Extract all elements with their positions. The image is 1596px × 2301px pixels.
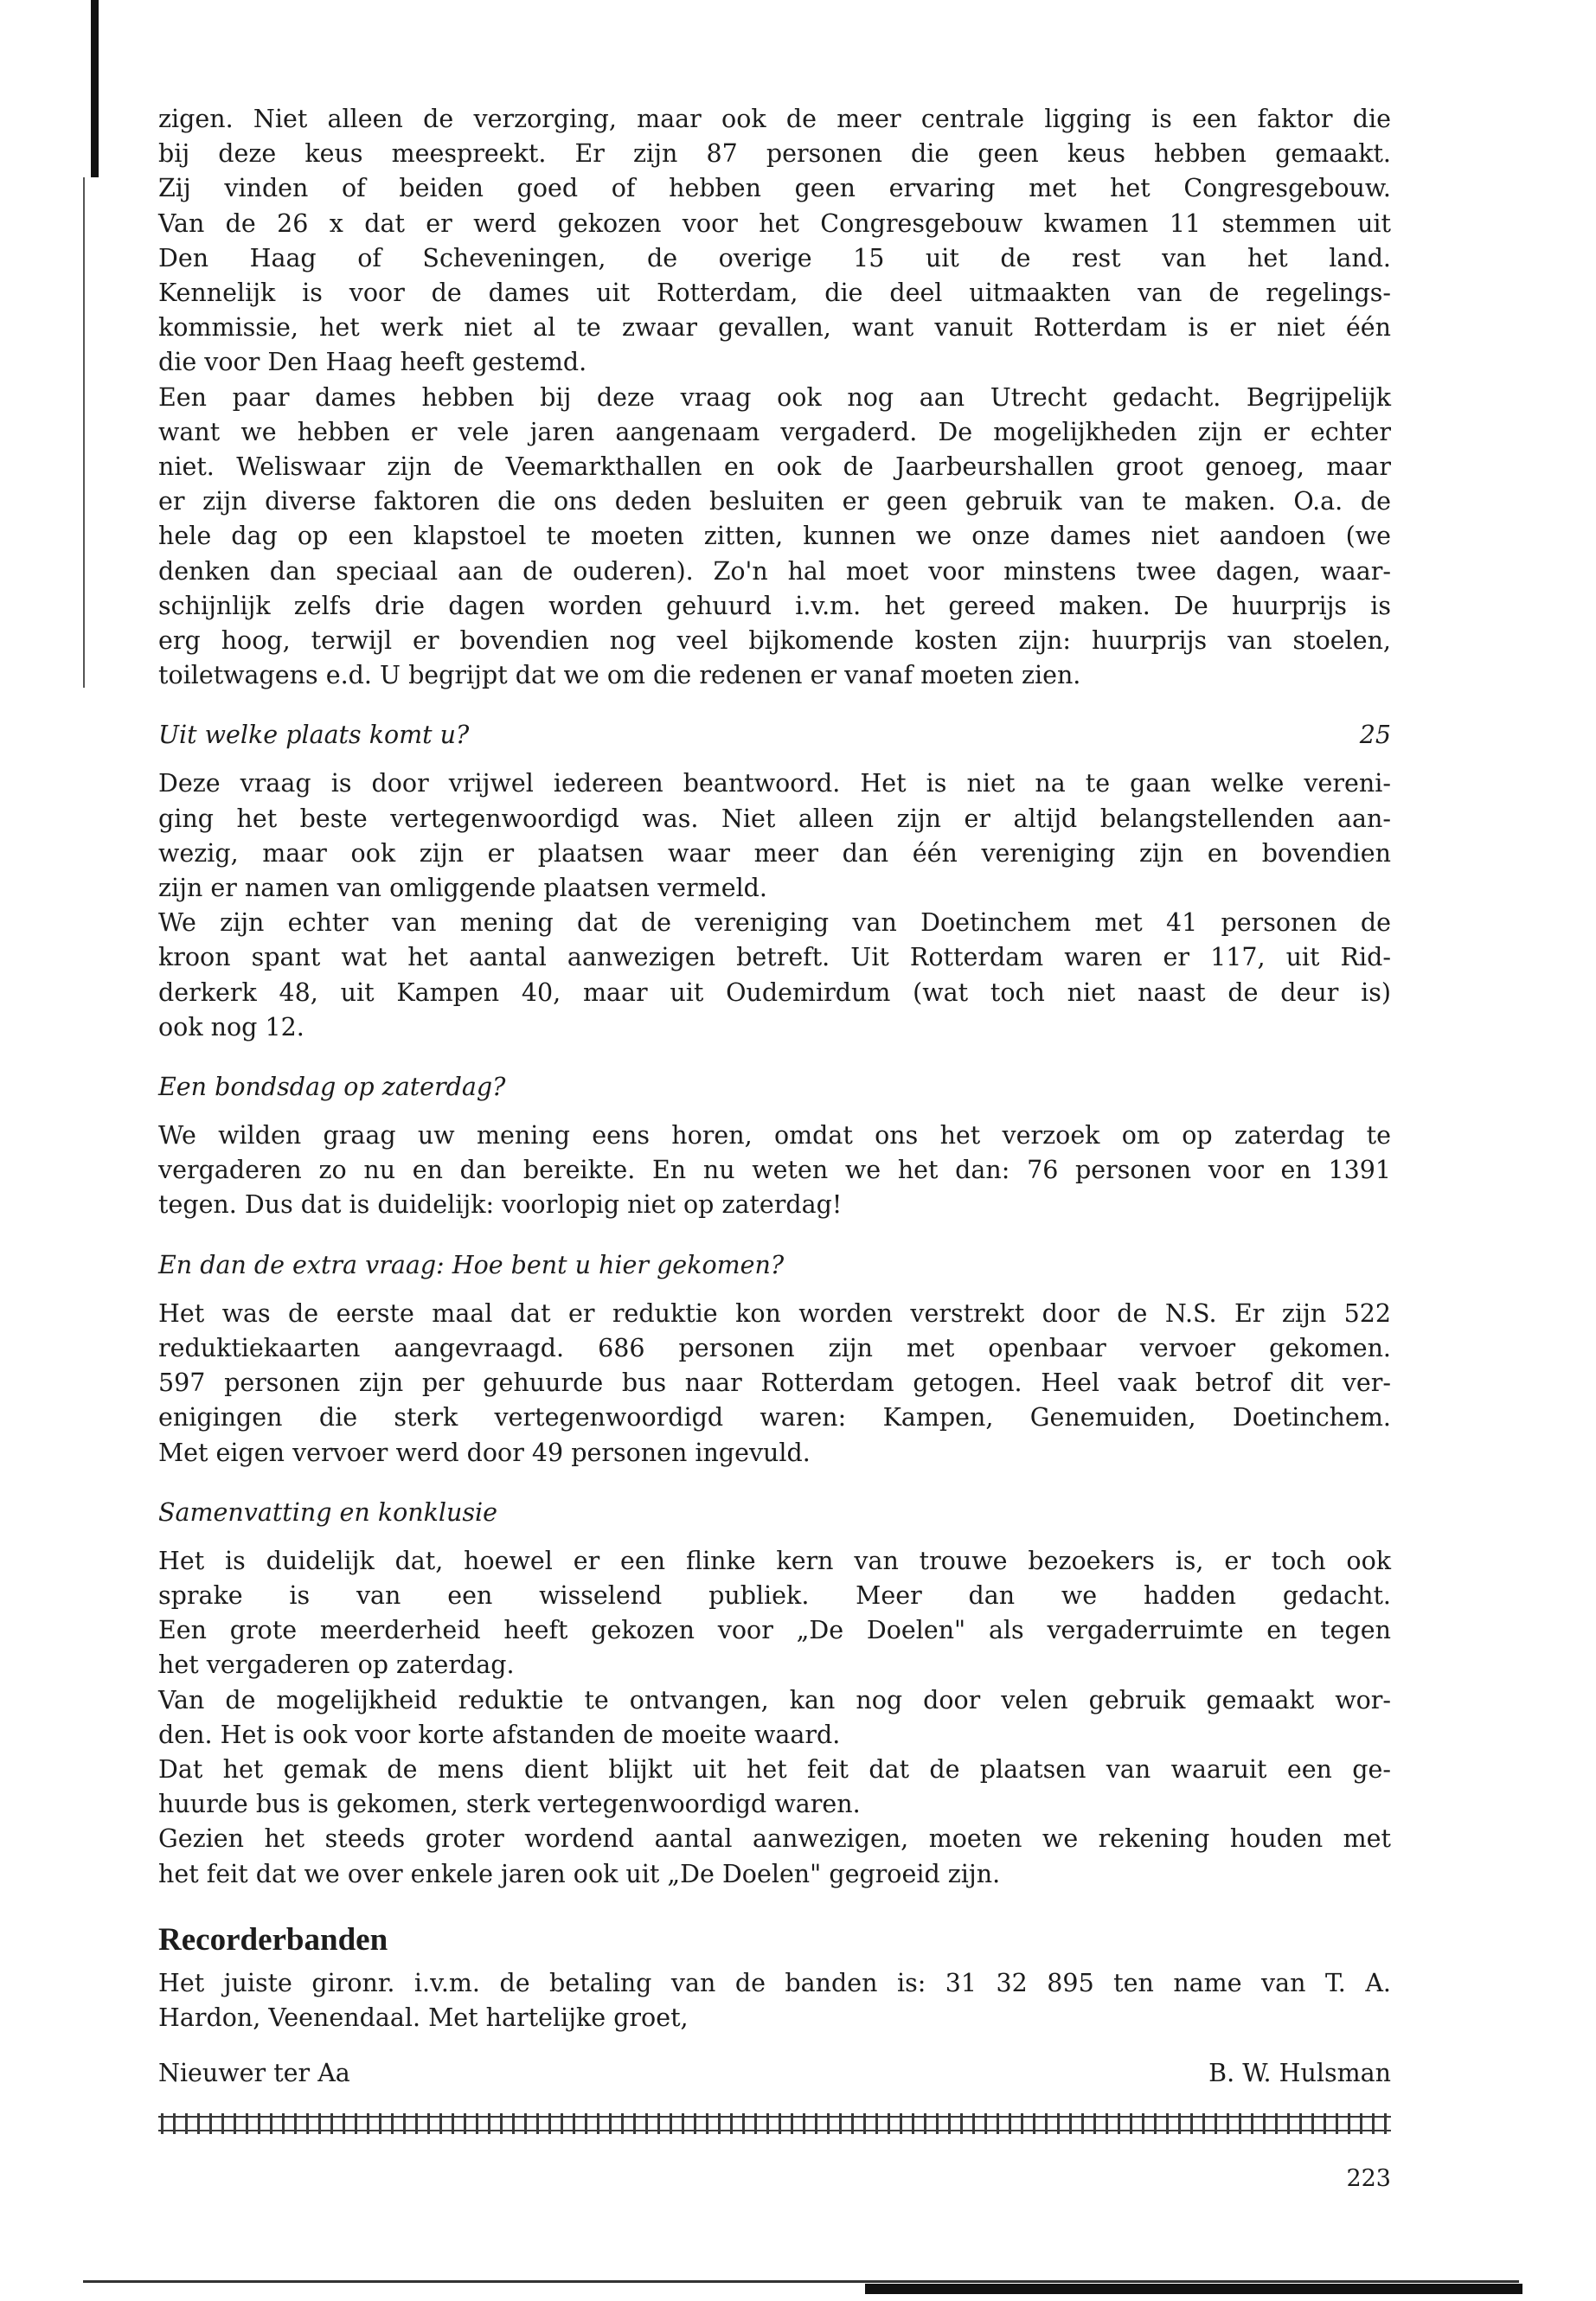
recorder-line: Het juiste gironr. i.v.m. de betaling van de banden is: 31 32 895 ten name van T. A. [158,1968,1391,1997]
text-line: vergaderen zo nu en dan bereikte. En nu weten we het dan: 76 personen voor en 1391 [158,1156,1391,1185]
text-line: Een grote meerderheid heeft gekozen voor „De Doelen" als vergaderruimte en tegen [158,1616,1391,1645]
scan-bottom-bar [865,2284,1522,2294]
text-line: We zijn echter van mening dat de vereniging van Doetinchem met 41 personen de [158,908,1391,938]
text-line: bij deze keus meespreekt. Er zijn 87 personen die geen keus hebben gemaakt. [158,139,1391,169]
section-heading-row [158,1248,1391,1283]
text-line: Van de mogelijkheid reduktie te ontvangen, kan nog door velen gebruik gemaakt wor- [158,1685,1391,1715]
text-line: 597 personen zijn per gehuurde bus naar Rotterdam getogen. Heel vaak betrof dit ver- [158,1368,1391,1398]
section-paragraph [158,766,1391,1045]
ornamental-border [158,2113,1391,2134]
article-section [158,1496,1391,1892]
scan-edge-bar [91,0,99,177]
section-heading: Samenvatting en konklusie [158,1497,497,1527]
text-line: Het is duidelijk dat, hoewel er een flinke kern van trouwe bezoekers is, er toch ook [158,1546,1391,1575]
recorder-section [158,1921,1391,2091]
page-number: 223 [1346,2165,1391,2193]
article-section [158,1248,1391,1471]
text-line: Zij vinden of beiden goed of hebben geen ervaring met het Congresgebouw. [158,174,1391,203]
text-line: erg hoog, terwijl er bovendien nog veel bijkomende kosten zijn: huurprijs van stoelen, [158,626,1391,656]
recorder-paragraph [158,1966,1391,2035]
text-line: reduktiekaarten aangevraagd. 686 personen zijn met openbaar vervoer gekomen. [158,1333,1391,1362]
text-line: die voor Den Haag heeft gestemd. [158,348,587,377]
text-line: niet. Weliswaar zijn de Veemarkthallen en ook de Jaarbeurshallen groot genoeg, maar [158,452,1391,482]
text-line: sprake is van een wisselend publiek. Meer dan we hadden gedacht. [158,1580,1391,1610]
text-line: het feit dat we over enkele jaren ook uit „De Doelen" gegroeid zijn. [158,1859,1001,1888]
text-line: want we hebben er vele jaren aangenaam vergaderd. De mogelijkheden zijn er echter [158,417,1391,446]
section-heading-row [158,1070,1391,1105]
scan-edge-line [83,177,85,688]
section-paragraph [158,1118,1391,1223]
section-heading: Uit welke plaats komt u? [158,721,470,750]
section-heading: Een bondsdag op zaterdag? [158,1073,506,1102]
text-line: toiletwagens e.d. U begrijpt dat we om die redenen er vanaf moeten zien. [158,661,1081,690]
text-line: Den Haag of Scheveningen, de overige 15 uit de rest van het land. [158,243,1391,272]
page-content [158,102,1391,2195]
signature-place: Nieuwer ter Aa [158,2059,350,2088]
text-line: den. Het is ook voor korte afstanden de moeite waard. [158,1720,841,1749]
recorder-line: Hardon, Veenendaal. Met hartelijke groet, [158,2003,689,2032]
text-line: het vergaderen op zaterdag. [158,1650,515,1680]
text-line: Met eigen vervoer werd door 49 personen ingevuld. [158,1438,811,1467]
text-line: er zijn diverse faktoren die ons deden besluiten er geen gebruik van te maken. O.a. de [158,487,1391,516]
text-line: kroon spant wat het aantal aanwezigen betreft. Uit Rotterdam waren er 117, uit Rid- [158,943,1391,972]
scan-bottom-line [83,2280,1519,2283]
signature-row [158,2056,1391,2091]
section-count: 25 [1359,721,1391,750]
text-line: huurde bus is gekomen, sterk vertegenwoordigd waren. [158,1790,861,1819]
text-line: Kennelijk is voor de dames uit Rotterdam, die deel uitmaakten van de regelings- [158,279,1391,308]
section-paragraph [158,1544,1391,1892]
text-line: zigen. Niet alleen de verzorging, maar ook de meer centrale ligging is een faktor die [158,105,1391,133]
text-line: We wilden graag uw mening eens horen, omdat ons het verzoek om op zaterdag te [158,1121,1391,1150]
text-line: hele dag op een klapstoel te moeten zitten, kunnen we onze dames niet aandoen (we [158,522,1391,551]
text-line: ook nog 12. [158,1012,304,1042]
section-heading-row [158,1496,1391,1530]
text-line: denken dan speciaal aan de ouderen). Zo'n hal moet voor minstens twee dagen, waar- [158,556,1391,586]
recorder-heading: Recorderbanden [158,1921,388,1958]
text-line: schijnlijk zelfs drie dagen worden gehuurd i.v.m. het gereed maken. De huurprijs is [158,591,1391,620]
intro-paragraph [158,102,1391,693]
text-line: Het was de eerste maal dat er reduktie kon worden verstrekt door de N.S. Er zijn 522 [158,1298,1391,1328]
text-line: derkerk 48, uit Kampen 40, maar uit Oudemirdum (wat toch niet naast de deur is) [158,977,1391,1007]
article-section [158,718,1391,1045]
text-line: kommissie, het werk niet al te zwaar gevallen, want vanuit Rotterdam is er niet één [158,313,1391,343]
section-paragraph [158,1297,1391,1471]
text-line: Van de 26 x dat er werd gekozen voor het Congresgebouw kwamen 11 stemmen uit [158,208,1391,238]
text-line: Een paar dames hebben bij deze vraag ook nog aan Utrecht gedacht. Begrijpelijk [158,382,1391,412]
text-line: wezig, maar ook zijn er plaatsen waar meer dan één vereniging zijn en bovendien [158,838,1391,868]
section-heading: En dan de extra vraag: Hoe bent u hier gekomen? [158,1250,785,1279]
article-section [158,1070,1391,1223]
text-line: ging het beste vertegenwoordigd was. Niet alleen zijn er altijd belangstellenden aan- [158,804,1391,833]
signature-author: B. W. Hulsman [1208,2059,1391,2088]
text-line: tegen. Dus dat is duidelijk: voorlopig niet op zaterdag! [158,1190,843,1220]
text-line: enigingen die sterk vertegenwoordigd waren: Kampen, Genemuiden, Doetinchem. [158,1403,1391,1433]
text-line: Deze vraag is door vrijwel iedereen beantwoord. Het is niet na te gaan welke vereni- [158,769,1391,798]
text-line: zijn er namen van omliggende plaatsen vermeld. [158,874,767,903]
text-line: Dat het gemak de mens dient blijkt uit het feit dat de plaatsen van waaruit een ge- [158,1754,1391,1784]
section-heading-row [158,718,1391,753]
text-line: Gezien het steeds groter wordend aantal aanwezigen, moeten we rekening houden met [158,1824,1391,1854]
